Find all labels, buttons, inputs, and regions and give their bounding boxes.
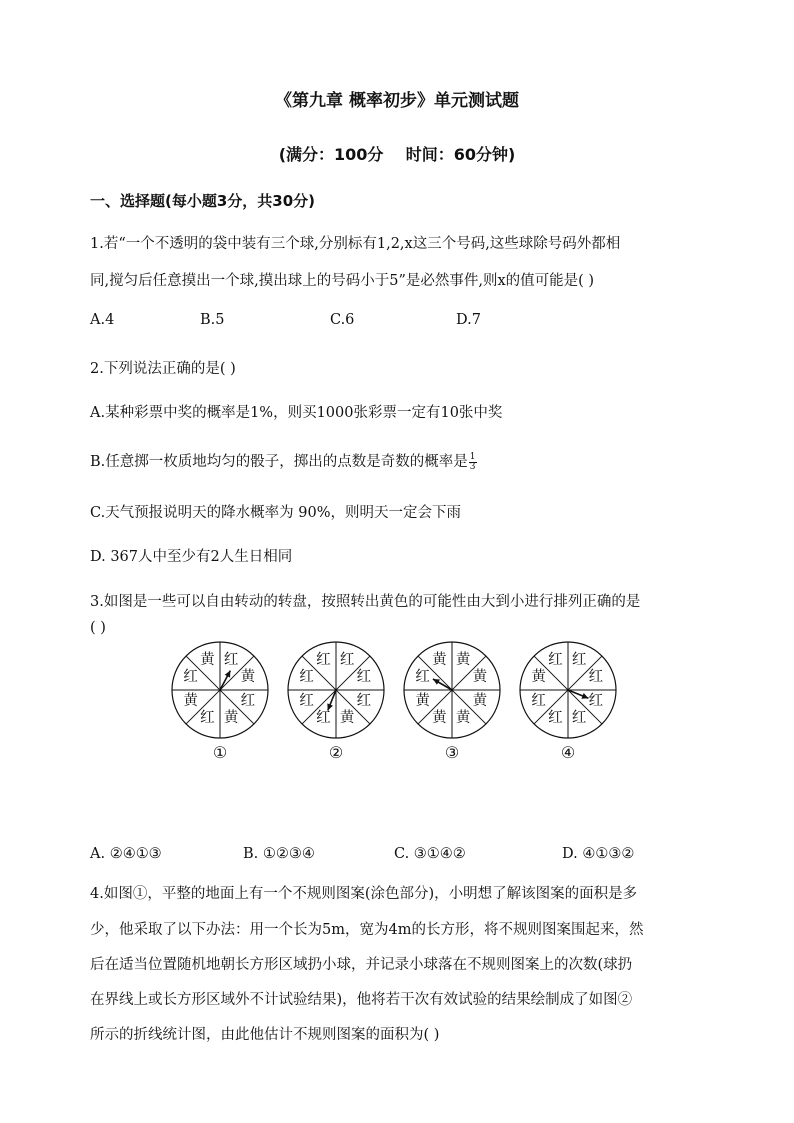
spinner-disc (170, 640, 270, 740)
sector-label: 黄 (432, 709, 447, 726)
sector-label: 黄 (455, 652, 471, 669)
sector-label: 黄 (432, 652, 447, 669)
spinner-number: ① (212, 743, 228, 762)
question-3-options (90, 846, 710, 868)
spinner-1 (170, 640, 270, 765)
sector-label: 红 (356, 669, 372, 686)
sector-label: 红 (223, 652, 239, 669)
question-2-option-a: A.某种彩票中奖的概率是1%，则买1000张彩票一定有10张中奖 (90, 405, 503, 421)
fraction (469, 453, 477, 472)
sector-label: 黄 (472, 692, 488, 709)
question-4-line-4: 在界线上或长方形区域外不计试验结果)，他将若干次有效试验的结果绘制成了如图② (90, 992, 633, 1008)
question-4-line-2: 少，他采取了以下办法：用一个长为5m，宽为4m的长方形，将不规则图案围起来，然 (90, 922, 644, 938)
sector-label: 红 (339, 652, 355, 669)
question-3-option-b: B. ①②③④ (243, 846, 315, 862)
sector-label: 黄 (200, 652, 215, 669)
sector-label: 红 (415, 669, 430, 686)
fraction-numerator: 1 (469, 451, 476, 462)
question-3-option-d: D. ④①③② (562, 846, 635, 862)
sector-label: 黄 (531, 669, 546, 686)
question-1-options (90, 312, 690, 334)
sector-label: 红 (316, 652, 331, 669)
sector-label: 红 (183, 669, 198, 686)
question-2-option-b (90, 450, 477, 472)
question-2-option-d: D. 367人中至少有2人生日相同 (90, 549, 293, 565)
sector-label: 红 (299, 669, 314, 686)
sector-label: 红 (588, 669, 604, 686)
sector-label: 红 (240, 692, 256, 709)
sector-label: 红 (588, 692, 604, 709)
question-4-line-1: 4.如图①，平整的地面上有一个不规则图案(涂色部分)，小明想了解该图案的面积是多 (90, 886, 638, 902)
fraction-denominator: 3 (469, 461, 476, 472)
spinner-disc (402, 640, 502, 740)
spinner-disc (286, 640, 386, 740)
question-1-option-a: A.4 (90, 312, 115, 328)
sector-label: 红 (571, 709, 587, 726)
question-2-stem: 2.下列说法正确的是( ) (90, 361, 236, 377)
spinner-2 (286, 640, 386, 765)
sector-label: 红 (548, 709, 563, 726)
spinner-number: ② (328, 743, 344, 762)
sector-label: 红 (531, 692, 546, 709)
question-1-option-c: C.6 (330, 312, 355, 328)
sector-label: 黄 (223, 709, 239, 726)
question-4-line-3: 后在适当位置随机地朝长方形区域扔小球，并记录小球落在不规则图案上的次数(球扔 (90, 957, 633, 973)
page-title: 《第九章 概率初步》单元测试题 (275, 91, 519, 111)
section-heading: 一、选择题(每小题3分，共30分) (90, 192, 316, 210)
spinner-figure (170, 640, 630, 770)
question-3-option-c: C. ③①④② (394, 846, 466, 862)
page-subtitle: (满分：100分 时间：60分钟) (278, 145, 516, 164)
question-2-option-c: C.天气预报说明天的降水概率为 90%，则明天一定会下雨 (90, 505, 462, 521)
sector-label: 黄 (415, 692, 430, 709)
sector-label: 红 (548, 652, 563, 669)
question-1-line-1: 1.若“一个不透明的袋中装有三个球,分别标有1,2,x这三个号码,这些球除号码外都相 (90, 236, 621, 252)
spinner-disc (518, 640, 618, 740)
question-3-line-2: ( ) (90, 620, 106, 636)
spinner-4 (518, 640, 618, 765)
spinner-3 (402, 640, 502, 765)
sector-label: 黄 (472, 669, 488, 686)
question-4-line-5: 所示的折线统计图，由此他估计不规则图案的面积为( ) (90, 1027, 440, 1043)
sector-label: 黄 (455, 709, 471, 726)
sector-label: 黄 (339, 709, 355, 726)
question-1-option-b: B.5 (200, 312, 225, 328)
sector-label: 红 (571, 652, 587, 669)
sector-label: 红 (316, 709, 331, 726)
sector-label: 红 (200, 709, 215, 726)
question-1-line-2: 同,搅匀后任意摸出一个球,摸出球上的号码小于5”是必然事件,则x的值可能是( ) (90, 273, 595, 289)
spinner-number: ③ (444, 743, 460, 762)
sector-label: 黄 (240, 669, 256, 686)
sector-label: 红 (356, 692, 372, 709)
question-2-option-b-text: B.任意掷一枚质地均匀的骰子，掷出的点数是奇数的概率是 (90, 454, 468, 470)
sector-label: 黄 (183, 692, 198, 709)
question-3-option-a: A. ②④①③ (90, 846, 162, 862)
sector-label: 红 (299, 692, 314, 709)
spinner-number: ④ (560, 743, 576, 762)
question-1-option-d: D.7 (456, 312, 481, 328)
question-3-line-1: 3.如图是一些可以自由转动的转盘，按照转出黄色的可能性由大到小进行排列正确的是 (90, 594, 641, 610)
